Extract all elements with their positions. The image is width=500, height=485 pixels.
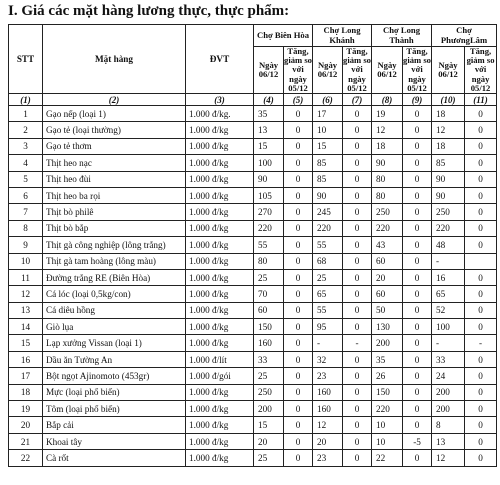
header-unit: ĐVT <box>186 25 254 94</box>
long-thanh-change-cell: 0 <box>403 269 432 285</box>
long-khanh-price-cell: 55 <box>313 302 343 318</box>
long-thanh-change-cell: 0 <box>403 106 432 122</box>
long-thanh-change-cell: 0 <box>403 302 432 318</box>
phuong-lam-change-cell: 0 <box>465 450 497 466</box>
long-khanh-price-cell: 85 <box>313 155 343 171</box>
column-index-row <box>9 94 497 106</box>
bien-hoa-price-cell: 55 <box>254 237 284 253</box>
long-khanh-price-cell: 23 <box>313 450 343 466</box>
long-khanh-change-cell: 0 <box>343 155 372 171</box>
stt-cell: 22 <box>9 450 43 466</box>
unit-cell: 1.000 đ/kg. <box>186 106 254 122</box>
phuong-lam-change-cell: 0 <box>465 401 497 417</box>
phuong-lam-price-cell: 220 <box>432 220 465 236</box>
bien-hoa-change-cell: 0 <box>284 335 313 351</box>
stt-cell: 7 <box>9 204 43 220</box>
item-cell: Mực (loại phổ biến) <box>43 384 186 400</box>
price-table <box>8 24 497 467</box>
column-index-cell: (10) <box>432 94 465 106</box>
unit-cell: 1.000 đ/kg <box>186 237 254 253</box>
long-thanh-price-cell: 220 <box>372 220 403 236</box>
header-stt: STT <box>9 25 43 94</box>
unit-cell: 1.000 đ/kg <box>186 171 254 187</box>
bien-hoa-change-cell: 0 <box>284 106 313 122</box>
stt-cell: 17 <box>9 368 43 384</box>
table-row <box>9 253 497 269</box>
stt-cell: 2 <box>9 122 43 138</box>
long-thanh-price-cell: 50 <box>372 302 403 318</box>
long-khanh-price-cell: 25 <box>313 269 343 285</box>
header-day: Ngày 06/12 <box>372 47 403 94</box>
item-cell: Thịt bò philê <box>43 204 186 220</box>
phuong-lam-change-cell: 0 <box>465 269 497 285</box>
long-khanh-change-cell: 0 <box>343 122 372 138</box>
bien-hoa-change-cell: 0 <box>284 237 313 253</box>
long-khanh-change-cell: 0 <box>343 237 372 253</box>
long-thanh-price-cell: 60 <box>372 253 403 269</box>
long-thanh-price-cell: 80 <box>372 171 403 187</box>
long-khanh-price-cell: 160 <box>313 384 343 400</box>
stt-cell: 16 <box>9 351 43 367</box>
unit-cell: 1.000 đ/kg <box>186 204 254 220</box>
item-cell: Thịt heo ba rọi <box>43 187 186 203</box>
bien-hoa-change-cell: 0 <box>284 417 313 433</box>
long-thanh-price-cell: 80 <box>372 187 403 203</box>
header-day: Ngày 06/12 <box>313 47 343 94</box>
long-khanh-change-cell: 0 <box>343 220 372 236</box>
table-row <box>9 286 497 302</box>
phuong-lam-change-cell: 0 <box>465 122 497 138</box>
bien-hoa-change-cell: 0 <box>284 220 313 236</box>
long-thanh-price-cell: 18 <box>372 138 403 154</box>
stt-cell: 4 <box>9 155 43 171</box>
column-index-cell: (6) <box>313 94 343 106</box>
phuong-lam-change-cell: - <box>465 335 497 351</box>
item-cell: Gạo tẻ thơm <box>43 138 186 154</box>
table-row <box>9 335 497 351</box>
item-cell: Cà rốt <box>43 450 186 466</box>
item-cell: Gạo tẻ (loại thường) <box>43 122 186 138</box>
long-khanh-price-cell: - <box>313 335 343 351</box>
phuong-lam-change-cell: 0 <box>465 368 497 384</box>
bien-hoa-price-cell: 33 <box>254 351 284 367</box>
phuong-lam-price-cell: 12 <box>432 122 465 138</box>
stt-cell: 5 <box>9 171 43 187</box>
table-row <box>9 450 497 466</box>
phuong-lam-change-cell: 0 <box>465 433 497 449</box>
table-body <box>9 106 497 467</box>
column-index-cell: (2) <box>43 94 186 106</box>
column-index-cell: (9) <box>403 94 432 106</box>
phuong-lam-change-cell: 0 <box>465 417 497 433</box>
section-title: I. Giá các mặt hàng lương thực, thực phẩm: <box>8 3 290 19</box>
long-thanh-price-cell: 90 <box>372 155 403 171</box>
long-thanh-change-cell: 0 <box>403 384 432 400</box>
long-khanh-change-cell: 0 <box>343 187 372 203</box>
phuong-lam-change-cell: 0 <box>465 171 497 187</box>
column-index-cell: (7) <box>343 94 372 106</box>
long-khanh-change-cell: 0 <box>343 286 372 302</box>
phuong-lam-price-cell: 33 <box>432 351 465 367</box>
bien-hoa-price-cell: 160 <box>254 335 284 351</box>
header-market-bien-hoa: Chợ Biên Hòa <box>254 25 313 47</box>
long-khanh-price-cell: 95 <box>313 319 343 335</box>
unit-cell: 1.000 đ/kg <box>186 187 254 203</box>
item-cell: Khoai tây <box>43 433 186 449</box>
bien-hoa-price-cell: 80 <box>254 253 284 269</box>
long-thanh-price-cell: 20 <box>372 269 403 285</box>
long-thanh-price-cell: 150 <box>372 384 403 400</box>
long-thanh-change-cell: 0 <box>403 155 432 171</box>
long-khanh-change-cell: 0 <box>343 417 372 433</box>
bien-hoa-price-cell: 60 <box>254 302 284 318</box>
bien-hoa-price-cell: 250 <box>254 384 284 400</box>
phuong-lam-price-cell: 24 <box>432 368 465 384</box>
phuong-lam-change-cell: 0 <box>465 319 497 335</box>
long-khanh-change-cell: 0 <box>343 106 372 122</box>
column-index-cell: (8) <box>372 94 403 106</box>
unit-cell: 1.000 đ/kg <box>186 450 254 466</box>
phuong-lam-price-cell: 250 <box>432 204 465 220</box>
stt-cell: 8 <box>9 220 43 236</box>
long-thanh-change-cell: 0 <box>403 335 432 351</box>
long-thanh-change-cell: 0 <box>403 351 432 367</box>
table-row <box>9 138 497 154</box>
item-cell: Gạo nếp (loại 1) <box>43 106 186 122</box>
bien-hoa-price-cell: 25 <box>254 368 284 384</box>
table-row <box>9 220 497 236</box>
phuong-lam-price-cell: 100 <box>432 319 465 335</box>
bien-hoa-change-cell: 0 <box>284 122 313 138</box>
long-khanh-change-cell: 0 <box>343 138 372 154</box>
phuong-lam-change-cell: 0 <box>465 187 497 203</box>
bien-hoa-price-cell: 100 <box>254 155 284 171</box>
stt-cell: 11 <box>9 269 43 285</box>
unit-cell: 1.000 đ/lít <box>186 351 254 367</box>
bien-hoa-change-cell: 0 <box>284 171 313 187</box>
bien-hoa-price-cell: 90 <box>254 171 284 187</box>
item-cell: Dầu ăn Tường An <box>43 351 186 367</box>
stt-cell: 1 <box>9 106 43 122</box>
bien-hoa-price-cell: 13 <box>254 122 284 138</box>
unit-cell: 1.000 đ/kg <box>186 384 254 400</box>
bien-hoa-change-cell: 0 <box>284 433 313 449</box>
unit-cell: 1.000 đ/kg <box>186 155 254 171</box>
item-cell: Thịt heo nạc <box>43 155 186 171</box>
bien-hoa-price-cell: 270 <box>254 204 284 220</box>
stt-cell: 12 <box>9 286 43 302</box>
item-cell: Thịt heo đùi <box>43 171 186 187</box>
item-cell: Cá diêu hồng <box>43 302 186 318</box>
table-row <box>9 302 497 318</box>
unit-cell: 1.000 đ/kg <box>186 286 254 302</box>
header-market-phuong-lam: Chợ PhươngLâm <box>432 25 497 47</box>
unit-cell: 1.000 đ/kg <box>186 253 254 269</box>
long-thanh-change-cell: 0 <box>403 220 432 236</box>
item-cell: Tôm (loại phổ biến) <box>43 401 186 417</box>
long-thanh-change-cell: 0 <box>403 401 432 417</box>
header-change: Tăng, giảm so với ngày 05/12 <box>403 46 431 93</box>
column-index-cell: (4) <box>254 94 284 106</box>
long-khanh-price-cell: 20 <box>313 433 343 449</box>
long-khanh-price-cell: 90 <box>313 187 343 203</box>
phuong-lam-price-cell: 18 <box>432 106 465 122</box>
phuong-lam-change-cell: 0 <box>465 384 497 400</box>
long-thanh-change-cell: 0 <box>403 319 432 335</box>
table-row <box>9 401 497 417</box>
long-khanh-price-cell: 12 <box>313 417 343 433</box>
unit-cell: 1.000 đ/kg <box>186 220 254 236</box>
table-row <box>9 384 497 400</box>
long-khanh-price-cell: 85 <box>313 171 343 187</box>
column-index-cell: (5) <box>284 94 313 106</box>
long-khanh-price-cell: 68 <box>313 253 343 269</box>
long-khanh-price-cell: 15 <box>313 138 343 154</box>
long-khanh-change-cell: 0 <box>343 204 372 220</box>
table-row <box>9 187 497 203</box>
phuong-lam-change-cell: 0 <box>465 220 497 236</box>
long-thanh-change-cell: 0 <box>403 122 432 138</box>
phuong-lam-price-cell: 18 <box>432 138 465 154</box>
long-khanh-change-cell: 0 <box>343 302 372 318</box>
phuong-lam-change-cell: 0 <box>465 155 497 171</box>
stt-cell: 10 <box>9 253 43 269</box>
header-item: Mặt hàng <box>43 25 186 94</box>
phuong-lam-price-cell: 200 <box>432 401 465 417</box>
long-thanh-change-cell: 0 <box>403 204 432 220</box>
unit-cell: 1.000 đ/gói <box>186 368 254 384</box>
bien-hoa-change-cell: 0 <box>284 138 313 154</box>
long-thanh-change-cell: 0 <box>403 286 432 302</box>
phuong-lam-change-cell: 0 <box>465 237 497 253</box>
long-thanh-change-cell: 0 <box>403 368 432 384</box>
bien-hoa-change-cell: 0 <box>284 204 313 220</box>
bien-hoa-change-cell: 0 <box>284 269 313 285</box>
stt-cell: 20 <box>9 417 43 433</box>
header-change: Tăng, giảm so với ngày 05/12 <box>343 46 371 93</box>
table-row <box>9 171 497 187</box>
column-index-cell: (11) <box>465 94 497 106</box>
phuong-lam-change-cell: 0 <box>465 138 497 154</box>
header-change: Tăng, giảm so với ngày 05/12 <box>465 47 497 94</box>
header-market-long-khanh: Chợ Long Khánh <box>313 25 372 47</box>
table-row <box>9 122 497 138</box>
long-thanh-change-cell: 0 <box>403 171 432 187</box>
long-khanh-price-cell: 23 <box>313 368 343 384</box>
phuong-lam-price-cell: 52 <box>432 302 465 318</box>
table-row <box>9 237 497 253</box>
bien-hoa-price-cell: 20 <box>254 433 284 449</box>
stt-cell: 15 <box>9 335 43 351</box>
phuong-lam-price-cell: 85 <box>432 155 465 171</box>
phuong-lam-price-cell: 16 <box>432 269 465 285</box>
long-thanh-change-cell: 0 <box>403 253 432 269</box>
unit-cell: 1.000 đ/kg <box>186 417 254 433</box>
bien-hoa-price-cell: 200 <box>254 401 284 417</box>
phuong-lam-price-cell: 200 <box>432 384 465 400</box>
phuong-lam-change-cell <box>465 253 497 269</box>
unit-cell: 1.000 đ/kg <box>186 319 254 335</box>
long-khanh-change-cell: 0 <box>343 368 372 384</box>
stt-cell: 3 <box>9 138 43 154</box>
table-row <box>9 204 497 220</box>
long-khanh-price-cell: 245 <box>313 204 343 220</box>
bien-hoa-price-cell: 105 <box>254 187 284 203</box>
item-cell: Giò lụa <box>43 319 186 335</box>
phuong-lam-price-cell: - <box>432 253 465 269</box>
table-row <box>9 269 497 285</box>
bien-hoa-price-cell: 70 <box>254 286 284 302</box>
table-row <box>9 368 497 384</box>
long-thanh-change-cell: 0 <box>403 187 432 203</box>
long-khanh-price-cell: 220 <box>313 220 343 236</box>
item-cell: Thịt gà công nghiệp (lông trắng) <box>43 237 186 253</box>
long-thanh-price-cell: 19 <box>372 106 403 122</box>
item-cell: Thịt bò bắp <box>43 220 186 236</box>
long-thanh-price-cell: 60 <box>372 286 403 302</box>
phuong-lam-change-cell: 0 <box>465 351 497 367</box>
unit-cell: 1.000 đ/kg <box>186 433 254 449</box>
long-thanh-price-cell: 12 <box>372 122 403 138</box>
table-row <box>9 351 497 367</box>
bien-hoa-price-cell: 15 <box>254 417 284 433</box>
long-khanh-change-cell: 0 <box>343 450 372 466</box>
long-thanh-change-cell: 0 <box>403 450 432 466</box>
header-day: Ngày 06/12 <box>254 47 284 94</box>
column-index-cell: (3) <box>186 94 254 106</box>
long-thanh-price-cell: 22 <box>372 450 403 466</box>
table-row <box>9 155 497 171</box>
header-market-long-thanh: Chợ Long Thành <box>372 25 432 47</box>
long-khanh-price-cell: 55 <box>313 237 343 253</box>
long-khanh-change-cell: 0 <box>343 433 372 449</box>
unit-cell: 1.000 đ/kg <box>186 302 254 318</box>
long-khanh-price-cell: 10 <box>313 122 343 138</box>
bien-hoa-change-cell: 0 <box>284 286 313 302</box>
phuong-lam-price-cell: 90 <box>432 187 465 203</box>
item-cell: Bột ngọt Ajinomoto (453gr) <box>43 368 186 384</box>
item-cell: Thịt gà tam hoàng (lông màu) <box>43 253 186 269</box>
phuong-lam-price-cell: 65 <box>432 286 465 302</box>
phuong-lam-change-cell: 0 <box>465 302 497 318</box>
header-change: Tăng, giảm so với ngày 05/12 <box>284 46 312 93</box>
long-thanh-price-cell: 10 <box>372 433 403 449</box>
bien-hoa-change-cell: 0 <box>284 450 313 466</box>
phuong-lam-change-cell: 0 <box>465 204 497 220</box>
stt-cell: 19 <box>9 401 43 417</box>
header-day: Ngày 06/12 <box>432 47 465 94</box>
item-cell: Lạp xưởng Vissan (loại 1) <box>43 335 186 351</box>
long-khanh-change-cell: 0 <box>343 171 372 187</box>
bien-hoa-price-cell: 25 <box>254 269 284 285</box>
item-cell: Đường trắng RE (Biên Hòa) <box>43 269 186 285</box>
long-thanh-price-cell: 200 <box>372 335 403 351</box>
stt-cell: 18 <box>9 384 43 400</box>
long-thanh-change-cell: -5 <box>403 433 432 449</box>
bien-hoa-change-cell: 0 <box>284 253 313 269</box>
phuong-lam-price-cell: - <box>432 335 465 351</box>
long-khanh-change-cell: 0 <box>343 401 372 417</box>
bien-hoa-price-cell: 150 <box>254 319 284 335</box>
long-thanh-price-cell: 130 <box>372 319 403 335</box>
unit-cell: 1.000 đ/kg <box>186 401 254 417</box>
long-thanh-change-cell: 0 <box>403 417 432 433</box>
table-row <box>9 417 497 433</box>
bien-hoa-change-cell: 0 <box>284 319 313 335</box>
long-thanh-change-cell: 0 <box>403 138 432 154</box>
long-khanh-change-cell: 0 <box>343 351 372 367</box>
column-index-cell: (1) <box>9 94 43 106</box>
unit-cell: 1.000 đ/kg <box>186 335 254 351</box>
stt-cell: 9 <box>9 237 43 253</box>
long-khanh-price-cell: 160 <box>313 401 343 417</box>
long-khanh-change-cell: - <box>343 335 372 351</box>
phuong-lam-price-cell: 8 <box>432 417 465 433</box>
long-thanh-price-cell: 43 <box>372 237 403 253</box>
long-thanh-price-cell: 220 <box>372 401 403 417</box>
long-khanh-change-cell: 0 <box>343 269 372 285</box>
stt-cell: 13 <box>9 302 43 318</box>
phuong-lam-change-cell: 0 <box>465 106 497 122</box>
phuong-lam-price-cell: 90 <box>432 171 465 187</box>
table-row <box>9 319 497 335</box>
long-khanh-change-cell: 0 <box>343 384 372 400</box>
table-row <box>9 106 497 122</box>
phuong-lam-price-cell: 12 <box>432 450 465 466</box>
bien-hoa-price-cell: 15 <box>254 138 284 154</box>
long-khanh-change-cell: 0 <box>343 253 372 269</box>
unit-cell: 1.000 đ/kg <box>186 122 254 138</box>
bien-hoa-change-cell: 0 <box>284 401 313 417</box>
phuong-lam-price-cell: 48 <box>432 237 465 253</box>
long-thanh-price-cell: 250 <box>372 204 403 220</box>
long-khanh-change-cell: 0 <box>343 319 372 335</box>
phuong-lam-change-cell: 0 <box>465 286 497 302</box>
item-cell: Cá lóc (loại 0,5kg/con) <box>43 286 186 302</box>
bien-hoa-change-cell: 0 <box>284 351 313 367</box>
long-khanh-price-cell: 32 <box>313 351 343 367</box>
bien-hoa-change-cell: 0 <box>284 302 313 318</box>
stt-cell: 21 <box>9 433 43 449</box>
bien-hoa-price-cell: 35 <box>254 106 284 122</box>
item-cell: Bắp cải <box>43 417 186 433</box>
phuong-lam-price-cell: 13 <box>432 433 465 449</box>
table-row <box>9 433 497 449</box>
long-thanh-price-cell: 10 <box>372 417 403 433</box>
bien-hoa-change-cell: 0 <box>284 368 313 384</box>
bien-hoa-change-cell: 0 <box>284 155 313 171</box>
unit-cell: 1.000 đ/kg <box>186 138 254 154</box>
stt-cell: 6 <box>9 187 43 203</box>
long-khanh-price-cell: 65 <box>313 286 343 302</box>
bien-hoa-price-cell: 220 <box>254 220 284 236</box>
bien-hoa-price-cell: 25 <box>254 450 284 466</box>
stt-cell: 14 <box>9 319 43 335</box>
bien-hoa-change-cell: 0 <box>284 187 313 203</box>
long-thanh-price-cell: 26 <box>372 368 403 384</box>
long-khanh-price-cell: 17 <box>313 106 343 122</box>
unit-cell: 1.000 đ/kg <box>186 269 254 285</box>
bien-hoa-change-cell: 0 <box>284 384 313 400</box>
long-thanh-price-cell: 35 <box>372 351 403 367</box>
long-thanh-change-cell: 0 <box>403 237 432 253</box>
